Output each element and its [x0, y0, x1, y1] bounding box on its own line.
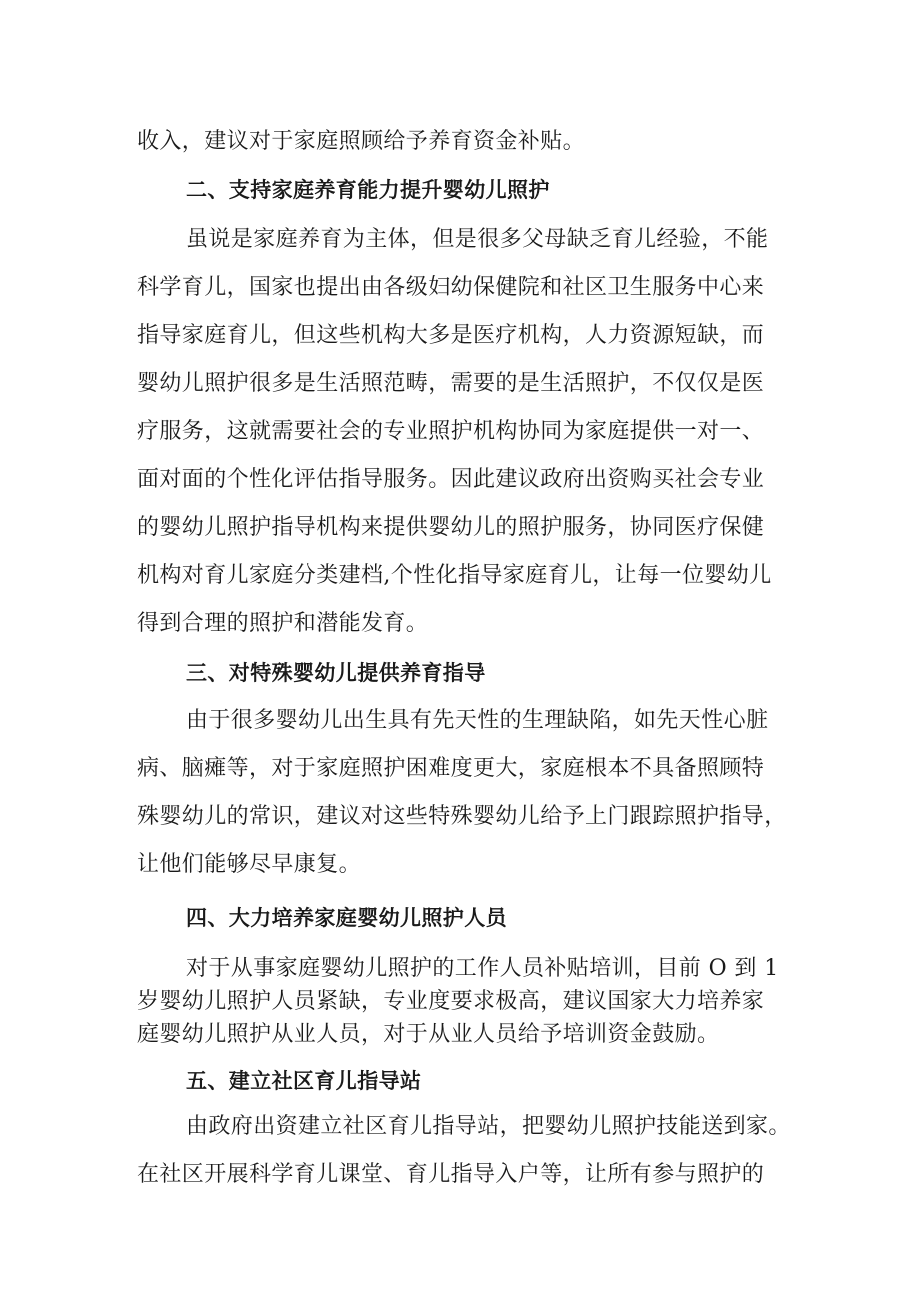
paragraph-line: 由政府出资建立社区育儿指导站，把婴幼儿照护技能送到家。	[186, 1114, 791, 1139]
paragraph-line: 面对面的个性化评估指导服务。因此建议政府出资购买社会专业	[137, 467, 765, 492]
paragraph-line: 由于很多婴幼儿出生具有先天性的生理缺陷，如先天性心脏	[186, 708, 769, 733]
section-heading-4: 四、大力培养家庭婴幼儿照护人员	[186, 906, 507, 930]
paragraph-line: 病、脑瘫等，对于家庭照护困难度更大，家庭根本不具备照顾特	[137, 756, 765, 781]
section-heading-3: 三、对特殊婴幼儿提供养育指导	[186, 661, 486, 685]
paragraph-line: 疗服务，这就需要社会的专业照护机构协同为家庭提供一对一、	[137, 419, 765, 444]
paragraph-line: 机构对育儿家庭分类建档,个性化指导家庭育儿，让每一位婴幼儿	[137, 563, 772, 588]
paragraph-line: 科学育儿，国家也提出由各级妇幼保健院和社区卫生服务中心来	[137, 275, 765, 300]
paragraph-line: 在社区开展科学育儿课堂、育儿指导入户等，让所有参与照护的	[137, 1162, 765, 1187]
paragraph-line: 殊婴幼儿的常识，建议对这些特殊婴幼儿给予上门跟踪照护指导，	[137, 804, 787, 829]
section-heading-5: 五、建立社区育儿指导站	[186, 1069, 422, 1093]
paragraph-line: 让他们能够尽早康复。	[137, 852, 362, 877]
paragraph-line: 收入，建议对于家庭照顾给予养育资金补贴。	[137, 129, 586, 154]
section-heading-2: 二、支持家庭养育能力提升婴幼儿照护	[186, 178, 550, 202]
paragraph-line: 婴幼儿照护很多是生活照范畴，需要的是生活照护，不仅仅是医	[137, 371, 765, 396]
paragraph-line: 对于从事家庭婴幼儿照护的工作人员补贴培训，目前 O 到 1	[186, 956, 779, 981]
paragraph-line: 指导家庭育儿，但这些机构大多是医疗机构，人力资源短缺，而	[137, 323, 765, 348]
paragraph-line: 的婴幼儿照护指导机构来提供婴幼儿的照护服务，协同医疗保健	[137, 515, 765, 540]
paragraph-line: 庭婴幼儿照护从业人员，对于从业人员给予培训资金鼓励。	[137, 1022, 720, 1047]
paragraph-line: 虽说是家庭养育为主体，但是很多父母缺乏育儿经验，不能	[186, 227, 769, 252]
paragraph-line: 得到合理的照护和潜能发育。	[137, 611, 429, 636]
paragraph-line: 岁婴幼儿照护人员紧缺，专业度要求极高，建议国家大力培养家	[137, 989, 765, 1014]
